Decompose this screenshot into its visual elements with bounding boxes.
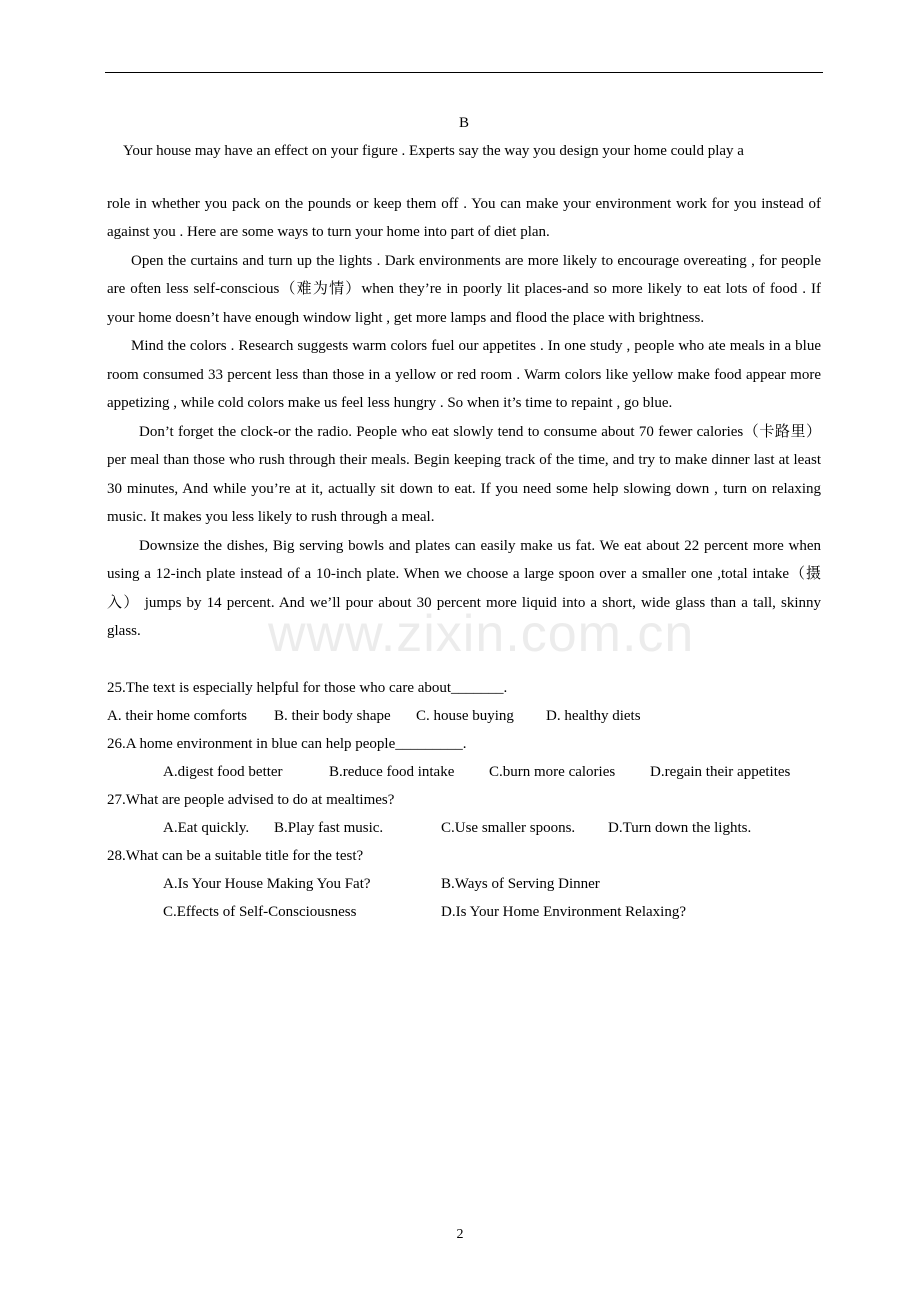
option-d: D.regain their appetites <box>650 763 791 780</box>
option-b: B.reduce food intake <box>329 763 455 780</box>
passage-paragraph-intro: role in whether you pack on the pounds or keep them off . You can make your environment work for you instead of against you . Here are some ways to turn your home into part of diet plan. <box>107 195 821 240</box>
option-d: D.Is Your Home Environment Relaxing? <box>441 903 686 920</box>
option-a: A.digest food better <box>163 763 283 780</box>
option-c: C.burn more calories <box>489 763 616 780</box>
option-a: A. their home comforts <box>107 707 247 724</box>
option-c: C.Use smaller spoons. <box>441 819 576 836</box>
passage-paragraph-clock: Don’t forget the clock-or the radio. People who eat slowly tend to consume about 70 fewer calories（卡路里） per meal than those who rush through their meals. Begin keeping track of the time, and try to make dinner last at least 30 minutes, And while you’re at it, actually sit down to eat. If you need some help slowing down , turn on relaxing music. It makes you less likely to rush through a meal. <box>107 423 821 525</box>
question-options-27 <box>107 814 821 842</box>
question-stem-28: 28.What can be a suitable title for the test? <box>107 847 364 864</box>
option-c: C. house buying <box>416 707 514 724</box>
option-d: D.Turn down the lights. <box>608 819 752 836</box>
option-c: C.Effects of Self-Consciousness <box>163 903 357 920</box>
option-b: B.Ways of Serving Dinner <box>441 875 600 892</box>
passage-paragraph-intro-line: Your house may have an effect on your figure . Experts say the way you design your home could play a <box>123 143 744 159</box>
question-stem-27: 27.What are people advised to do at mealtimes? <box>107 791 395 808</box>
page-number: 2 <box>456 1227 464 1242</box>
option-b: B.Play fast music. <box>274 819 384 836</box>
option-a: A.Eat quickly. <box>163 819 250 836</box>
question-options-25 <box>107 702 821 730</box>
watermark: www.zixin.com.cn <box>268 605 695 663</box>
question-options-28-row-1 <box>107 870 821 898</box>
question-stem-25: 25.The text is especially helpful for those who care about_______. <box>107 679 508 696</box>
question-stem-26: 26.A home environment in blue can help people_________. <box>107 735 467 752</box>
passage-paragraph-dishes: Downsize the dishes, Big serving bowls and plates can easily make us fat. We eat about 22 percent more when using a 12-inch plate instead of a 10-inch plate. When we choose a large spoon over a smaller one ,total intake（摄入） jumps by 14 percent. And we’ll pour about 30 percent more liquid into a short, wide glass than a tall, skinny glass. <box>107 537 821 639</box>
option-d: D. healthy diets <box>546 707 641 724</box>
header-rule <box>105 72 823 73</box>
question-options-26 <box>107 758 821 786</box>
option-a: A.Is Your House Making You Fat? <box>163 875 371 892</box>
option-b: B. their body shape <box>274 707 391 724</box>
question-list <box>107 674 821 926</box>
passage-paragraph-lights: Open the curtains and turn up the lights . Dark environments are more likely to encourage overeating , for people are often less self-conscious（难为情）when they’re in poorly lit places-and so more likely to eat lots of food . If your home doesn’t have enough window light , get more lamps and flood the place with brightness. <box>107 252 821 326</box>
document-body <box>107 109 821 926</box>
passage-paragraph-colors: Mind the colors . Research suggests warm colors fuel our appetites . In one study , people who ate meals in a blue room consumed 33 percent less than those in a yellow or red room . Warm colors like yellow make food appear more appetizing , while cold colors make us feel less hungry . So when it’s time to repaint , go blue. <box>107 338 821 411</box>
section-label: B <box>458 115 469 131</box>
reading-passage <box>107 137 821 646</box>
question-options-28-row-2 <box>107 898 821 926</box>
